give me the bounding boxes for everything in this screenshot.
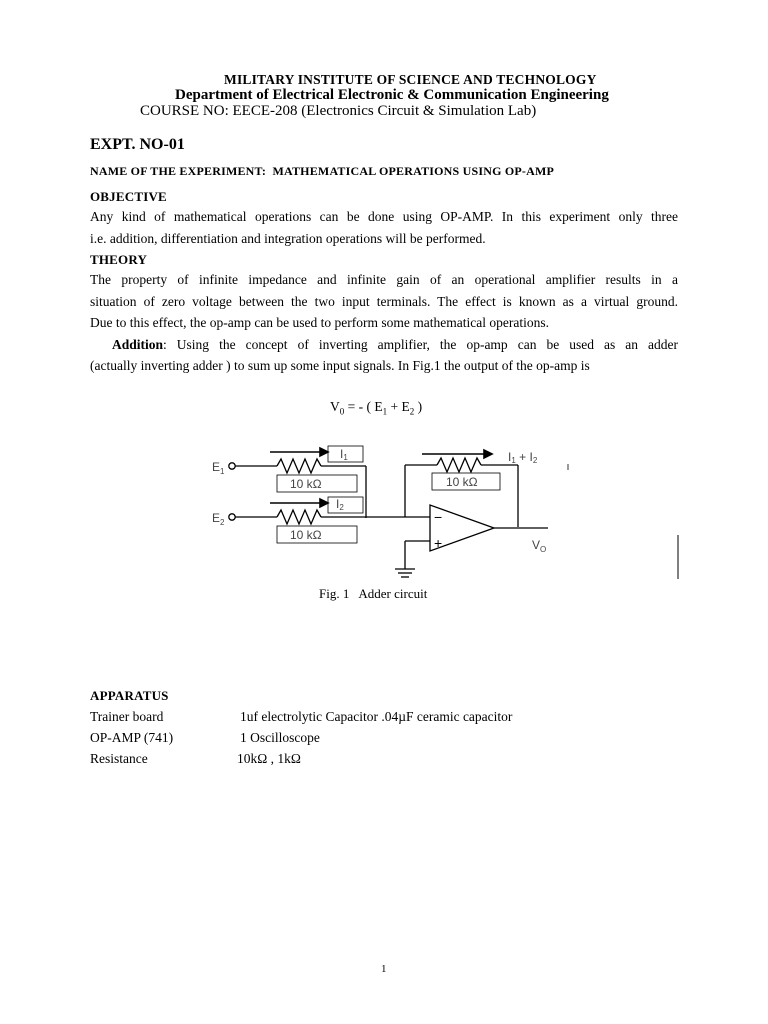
- experiment-number: EXPT. NO-01: [90, 136, 185, 153]
- institute-name: MILITARY INSTITUTE OF SCIENCE AND TECHNOLOGY: [224, 72, 597, 87]
- if-label: I1 + I2: [508, 450, 538, 465]
- theory-line-3: Due to this effect, the op-amp can be used to perform some mathematical operations.: [90, 315, 549, 330]
- apparatus-item: OP-AMP (741): [90, 730, 174, 745]
- i1-label: I1: [340, 447, 348, 462]
- objective-line-1: Any kind of mathematical operations can be done using OP-AMP. In this experiment only three: [90, 209, 678, 224]
- apparatus-detail: 1uf electrolytic Capacitor .04µF ceramic capacitor: [240, 709, 513, 724]
- apparatus-detail: 1 Oscilloscope: [240, 730, 320, 745]
- e1-terminal: [229, 463, 235, 469]
- e2-label: $E_2$: [212, 511, 225, 527]
- inverting-input-sign: −: [434, 509, 443, 525]
- department-name: Department of Electrical Electronic & Communication Engineering: [175, 87, 609, 103]
- addition-line-2: (actually inverting adder ) to sum up some input signals. In Fig.1 the output of the op-amp is: [90, 358, 590, 373]
- r2-resistor: [277, 510, 321, 524]
- page-number: 1: [381, 963, 387, 975]
- addition-line-1-rest: : Using the concept of inverting amplifier, the op-amp can be used as an adder: [163, 336, 678, 352]
- apparatus-item: Resistance: [90, 751, 148, 766]
- adder-equation: $V_0$ = - ( $E_1 + E_2$ ): [330, 399, 423, 417]
- objective-heading: OBJECTIVE: [90, 189, 167, 204]
- vout-label: $V_O$: [532, 538, 547, 554]
- r1-value: 10 kΩ: [290, 477, 322, 491]
- e1-label: $E_1$: [212, 460, 225, 476]
- course-number: COURSE NO: EECE-208: [140, 103, 298, 119]
- apparatus-row: [90, 751, 301, 767]
- apparatus-heading: APPARATUS: [90, 688, 169, 703]
- course-title: (Electronics Circuit & Simulation Lab): [301, 103, 537, 119]
- addition-label: Addition: [112, 336, 164, 352]
- objective-line-2: i.e. addition, differentiation and integration operations will be performed.: [90, 230, 486, 246]
- i2-label: I2: [336, 497, 344, 512]
- rf-value: 10 kΩ: [446, 475, 478, 489]
- apparatus-item: Trainer board: [90, 709, 164, 724]
- apparatus-row: [90, 709, 513, 725]
- noninverting-input-sign: +: [434, 535, 443, 551]
- experiment-name-label: NAME OF THE EXPERIMENT:: [90, 164, 267, 178]
- r1-resistor: [277, 459, 321, 473]
- rf-resistor: [437, 458, 481, 472]
- i2-label-box: [328, 497, 363, 513]
- theory-heading: THEORY: [90, 252, 148, 267]
- apparatus-row: [90, 730, 320, 746]
- experiment-name-value: MATHEMATICAL OPERATIONS USING OP-AMP: [272, 164, 555, 178]
- theory-line-2: situation of zero voltage between the two input terminals. The effect is known as a virtual ground.: [90, 293, 678, 309]
- e2-terminal: [229, 514, 235, 520]
- r2-value: 10 kΩ: [290, 528, 322, 542]
- theory-line-1: The property of infinite impedance and infinite gain of an operational amplifier results in a: [90, 272, 678, 287]
- apparatus-detail: 10kΩ , 1kΩ: [237, 751, 301, 766]
- figure-caption: Fig. 1 Adder circuit: [319, 586, 428, 601]
